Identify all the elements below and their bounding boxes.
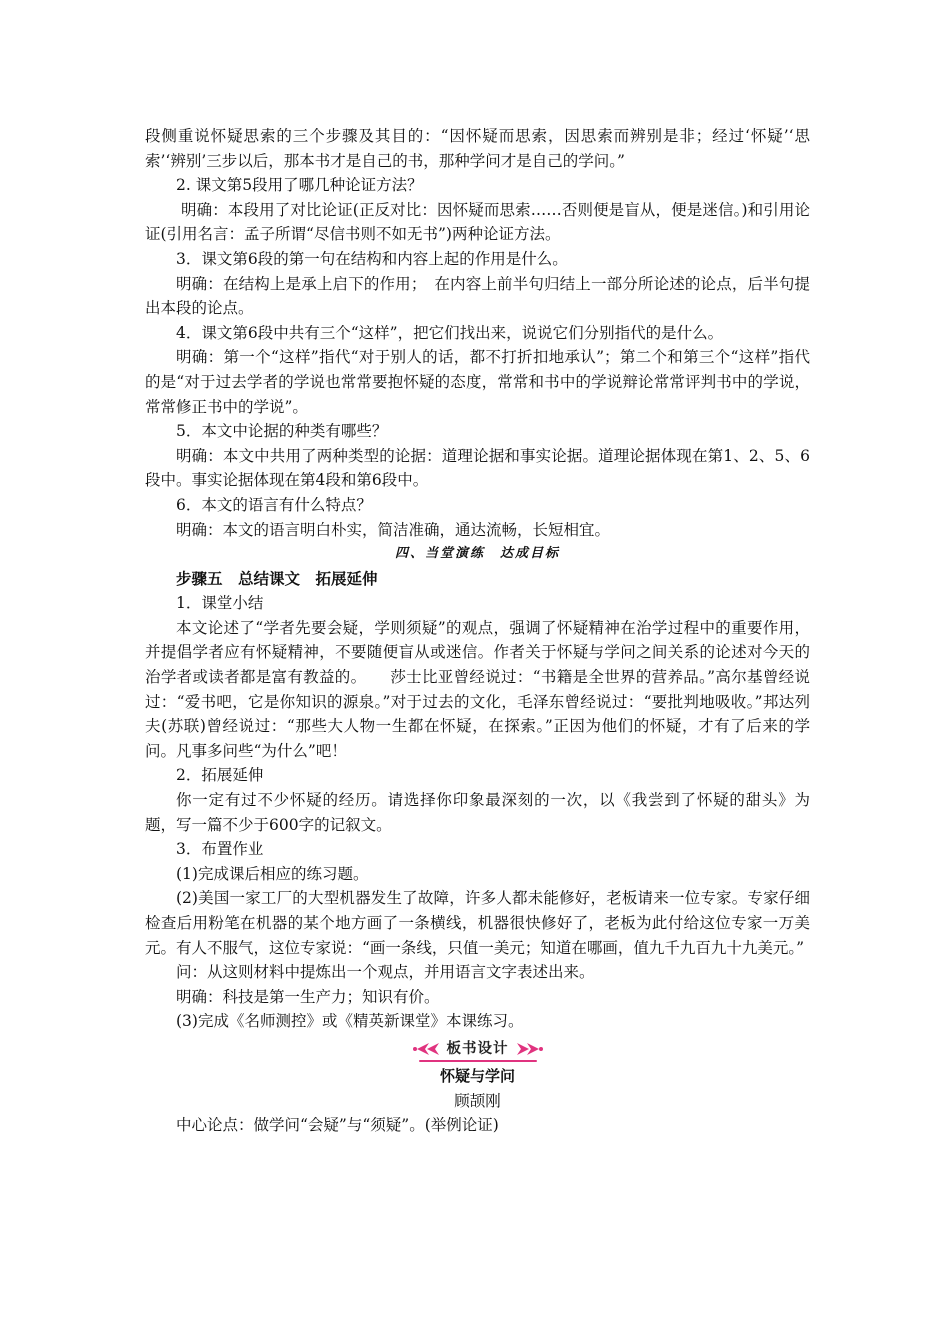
answer-5: 明确：本文中共用了两种类型的论据：道理论据和事实论据。道理论据体现在第1、2、5、6段中。事实论据体现在第4段和第6段中。 — [145, 446, 810, 490]
answer-2: 明确：本段用了对比论证(正反对比：因怀疑而思索……否则便是盲从，便是迷信。)和引用论证(引用名言：孟子所谓“尽信书则不如无书”)两种论证方法。 — [145, 200, 810, 244]
homework-3: (3)完成《名师测控》或《精英新课堂》本课练习。 — [176, 1012, 524, 1031]
answer-6: 明确：本文的语言明白朴实，简洁准确，通达流畅，长短相宜。 — [176, 520, 611, 539]
right-arrow-icon — [517, 1041, 543, 1057]
board-design-badge — [413, 1039, 543, 1059]
question-4: 4．课文第6段中共有三个“这样”，把它们找出来，说说它们分别指代的是什么。 — [176, 323, 724, 342]
question-2: 2. 课文第5段用了哪几种论证方法？ — [176, 176, 423, 195]
subheading-summary: 1．课堂小结 — [176, 594, 264, 613]
question-3: 3．课文第6段的第一句在结构和内容上起的作用是什么。 — [176, 249, 568, 268]
summary-paragraph: 本文论述了“学者先要会疑，学则须疑”的观点，强调了怀疑精神在治学过程中的重要作用，并提倡学者应有怀疑精神，不要随便盲从或迷信。作者关于怀疑与学问之间关系的论述对今天的治学者或读者都是富有教益的。 莎士比亚曾经说过：“书籍是全世界的营养品。”高尔基曾经说过：“爱书吧，它是你知识的源泉。”对于过去的文化，毛泽东曾经说过：“要批判地吸收。”邦达列夫(苏联)曾经说过：“那些大人物一生都在怀疑，在探索。”正因为他们的怀疑，才有了后来的学问。凡事多问些“为什么”吧！ — [145, 618, 810, 760]
board-central-thesis: 中心论点：做学问“会疑”与“须疑”。(举例论证) — [176, 1116, 499, 1135]
step-heading: 步骤五 总结课文 拓展延伸 — [176, 568, 378, 588]
board-design-label: 板书设计 — [446, 1040, 509, 1057]
homework-question: 问：从这则材料中提炼出一个观点，并用语言文字表述出来。 — [176, 963, 595, 982]
paragraph: 段侧重说怀疑思索的三个步骤及其目的：“因怀疑而思索，因思索而辨别是非；经过‘怀疑’‘思索’‘辨别’三步以后，那本书才是自己的书，那种学问才是自己的学问。” — [145, 127, 810, 170]
homework-answer: 明确：科技是第一生产力；知识有价。 — [176, 987, 440, 1006]
homework-2: (2)美国一家工厂的大型机器发生了故障，许多人都未能修好，老板请来一位专家。专家仔细检查后用粉笔在机器的某个地方画了一条横线，机器很快修好了，老板为此付给这位专家一万美元。有人不服气，这位专家说：“画一条线，只值一美元；知道在哪画，值九千九百九十九美元。” — [145, 889, 810, 957]
homework-1: (1)完成课后相应的练习题。 — [176, 864, 369, 883]
board-author: 顾颉刚 — [454, 1091, 501, 1110]
answer-3: 明确：在结构上是承上启下的作用； 在内容上前半句归结上一部分所论述的论点，后半句提出本段的论点。 — [145, 274, 810, 318]
answer-4: 明确：第一个“这样”指代“对于别人的话，都不打折扣地承认”；第二个和第三个“这样”指代的是“对于过去学者的学说也常常要抱怀疑的态度，常常和书中的学说辩论常常评判书中的学说，常常修正书中的学说”。 — [145, 348, 810, 416]
extension-paragraph: 你一定有过不少怀疑的经历。请选择你印象最深刻的一次，以《我尝到了怀疑的甜头》为题，写一篇不少于600字的记叙文。 — [145, 791, 810, 834]
board-title: 怀疑与学问 — [439, 1066, 515, 1085]
banner-underline — [419, 1060, 537, 1062]
board-design-banner — [145, 1036, 810, 1062]
question-5: 5．本文中论据的种类有哪些？ — [176, 422, 388, 441]
left-arrow-icon — [413, 1041, 439, 1057]
section-heading: 四、当堂演练 达成目标 — [394, 546, 560, 562]
subheading-homework: 3．布置作业 — [176, 840, 264, 859]
question-6: 6．本文的语言有什么特点？ — [176, 495, 372, 514]
document-body — [145, 124, 810, 1138]
subheading-extension: 2．拓展延伸 — [176, 766, 264, 785]
